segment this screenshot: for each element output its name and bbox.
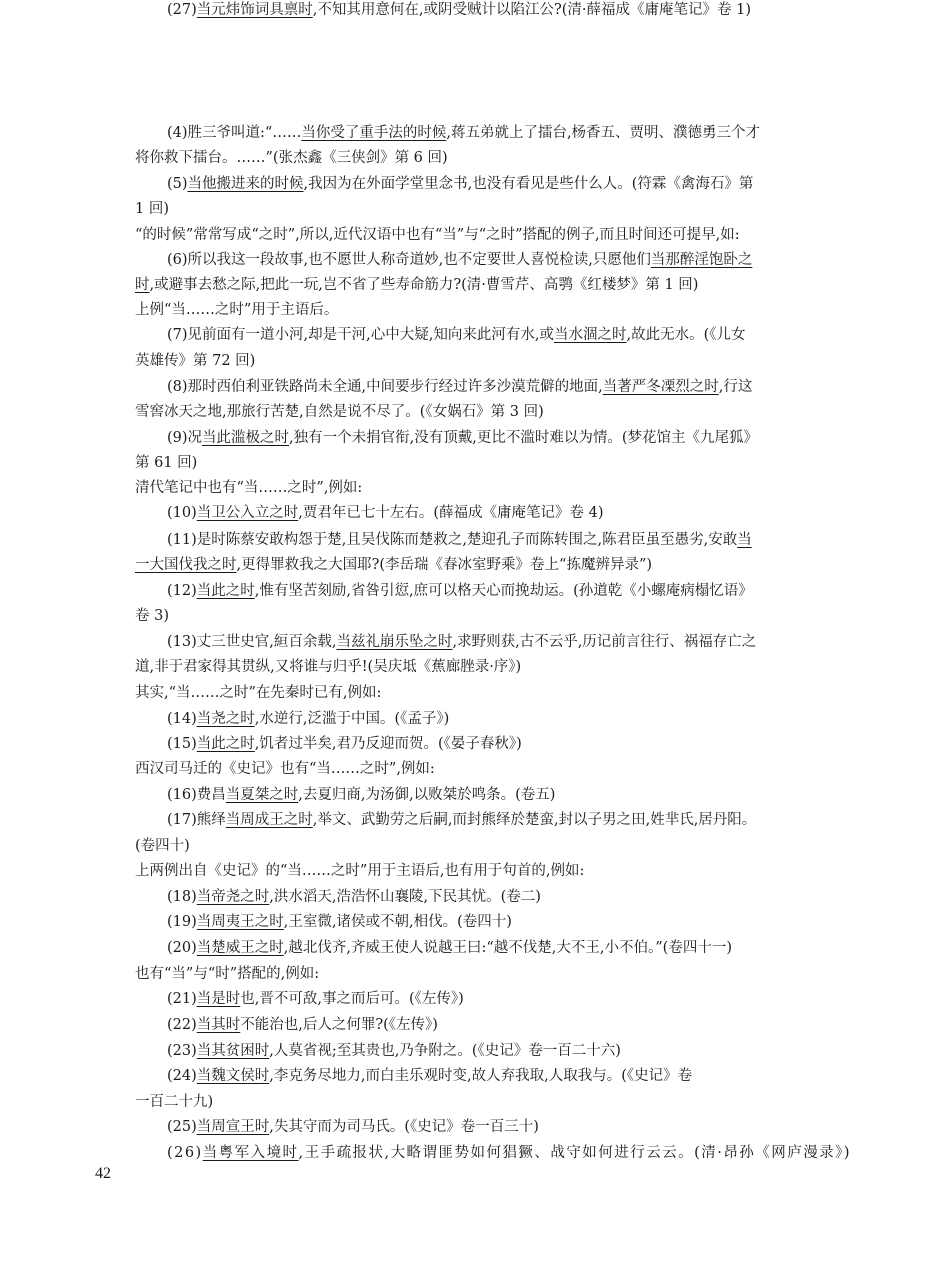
text-segment: ,去夏归商,为汤御,以败桀於鸣条。(卷五): [298, 787, 556, 803]
line-text: [135, 964, 319, 984]
text-segment: ,举文、武勤劳之后嗣,而封熊绎於楚蛮,封以子男之田,姓芈氏,居丹阳。: [312, 812, 757, 828]
line-text: [135, 657, 521, 677]
text-line-ex13-l2: [135, 657, 521, 677]
text-line-para-3: [135, 478, 362, 498]
text-line-ex7-l2: [135, 351, 255, 371]
text-segment: ,王手疏报状,大略谓匪势如何猖獗、战守如何进行云云。(清·昂孙《网庐漫录》): [298, 1145, 852, 1161]
underlined-phrase: 当: [737, 532, 752, 548]
text-segment: (17)熊绎: [167, 812, 226, 828]
text-line-ex27: [135, 0, 751, 20]
line-text: [135, 683, 381, 703]
text-line-para-5: [135, 759, 435, 779]
line-text: [135, 453, 197, 473]
line-text: [135, 250, 752, 270]
line-text: [135, 989, 464, 1009]
text-segment: (4)胜三爷叫道:“……: [167, 125, 302, 141]
line-text: [135, 1092, 213, 1112]
text-segment: 一百二十九): [135, 1094, 214, 1110]
text-segment: 上例“当……之时”用于主语后。: [135, 302, 339, 318]
text-segment: (18): [167, 889, 197, 905]
text-line-ex5-l1: [135, 174, 753, 194]
line-text: [135, 785, 555, 805]
line-text: [135, 225, 740, 245]
text-line-para-1: [135, 225, 740, 245]
text-segment: 卷 3): [135, 608, 169, 624]
text-line-ex15: [135, 734, 522, 754]
underlined-phrase: 当那醉淫饱卧之: [650, 252, 753, 268]
underlined-phrase: 当魏文侯时: [196, 1068, 270, 1084]
line-text: [135, 503, 604, 523]
text-segment: (5): [167, 176, 188, 192]
underlined-phrase: 当夏桀之时: [225, 787, 299, 803]
text-line-ex18: [135, 887, 541, 907]
underlined-phrase: 当他搬进来的时候: [187, 176, 304, 192]
line-text: [135, 428, 758, 448]
text-segment: 不能治也,后人之何罪?(《左传》): [240, 1017, 438, 1033]
text-line-ex24-l2: [135, 1092, 213, 1112]
text-segment: (8)那时西伯利亚铁路尚未全通,中间要步行经过许多沙漠荒僻的地面,: [167, 379, 603, 395]
text-line-ex7-l1: [135, 325, 746, 345]
underlined-phrase: 当此之时: [196, 583, 255, 599]
line-text: [135, 861, 584, 881]
underlined-phrase: 当周成王之时: [225, 812, 313, 828]
text-segment: (卷四十): [135, 838, 190, 854]
underlined-phrase: 当是时: [196, 991, 241, 1007]
text-segment: (21): [167, 991, 197, 1007]
underlined-phrase: 当元炜饰词具禀时: [196, 2, 313, 18]
text-line-ex11-l1: [135, 530, 752, 550]
line-text: [135, 555, 652, 575]
text-segment: (25): [167, 1119, 197, 1135]
text-segment: ,水逆行,泛滥于中国。(《孟子》): [254, 711, 450, 727]
text-line-ex23: [135, 1041, 621, 1061]
text-line-ex9-l1: [135, 428, 758, 448]
text-segment: ,人莫省视;至其贵也,乃争附之。(《史记》卷一百二十六): [269, 1043, 621, 1059]
text-line-ex22: [135, 1015, 438, 1035]
line-text: [135, 1015, 438, 1035]
underlined-phrase: 当著严冬凓烈之时: [602, 379, 719, 395]
text-line-ex16: [135, 785, 555, 805]
text-segment: 上两例出自《史记》的“当……之时”用于主语后,也有用于句首的,例如:: [135, 863, 585, 879]
text-segment: 雪窖冰天之地,那旅行苦楚,自然是说不尽了。(《女娲石》第 3 回): [135, 404, 544, 420]
line-text: [135, 402, 544, 422]
text-segment: ,蒋五弟就上了擂台,杨香五、贾明、濮德勇三个才: [446, 125, 761, 141]
underlined-phrase: 当此滥极之时: [202, 430, 290, 446]
line-text: [135, 1041, 621, 1061]
line-text: [135, 836, 190, 856]
underlined-phrase: 当其贫困时: [196, 1043, 270, 1059]
text-segment: 1 回): [135, 201, 169, 217]
text-segment: (9)况: [167, 430, 203, 446]
text-line-ex10: [135, 503, 604, 523]
text-line-ex13-l1: [135, 632, 756, 652]
text-segment: 将你救下擂台。……”(张杰鑫《三侠剑》第 6 回): [135, 150, 448, 166]
text-segment: (26): [167, 1145, 203, 1161]
text-segment: (16)费昌: [167, 787, 226, 803]
text-segment: 第 61 回): [135, 455, 198, 471]
underlined-phrase: 当帝尧之时: [196, 889, 270, 905]
underlined-phrase: 当粤军入境时: [202, 1145, 299, 1161]
line-text: [135, 148, 448, 168]
text-segment: ,我因为在外面学堂里念书,也没有看见是些什么人。(符霖《禽海石》第: [303, 176, 754, 192]
text-line-ex17-l2: [135, 836, 190, 856]
line-text: [135, 123, 760, 143]
line-text: [135, 199, 169, 219]
text-line-ex14: [135, 709, 449, 729]
text-line-para-4: [135, 683, 381, 703]
text-segment: (12): [167, 583, 197, 599]
text-segment: (15): [167, 736, 197, 752]
text-segment: (23): [167, 1043, 197, 1059]
text-segment: ,更得罪救我之大国耶?(李岳瑞《春冰室野乘》卷上“拣魔辨异录”): [236, 557, 653, 573]
text-segment: (14): [167, 711, 197, 727]
line-text: [135, 606, 169, 626]
text-segment: (20): [167, 940, 197, 956]
line-text: [135, 709, 449, 729]
text-line-ex12-l1: [135, 581, 753, 601]
text-line-ex4-l2: [135, 148, 448, 168]
line-text: [135, 275, 698, 295]
underlined-phrase: 当周夷王之时: [196, 914, 284, 930]
underlined-phrase: 当其时: [196, 1017, 241, 1033]
line-text: [135, 377, 752, 397]
text-segment: ,贾君年已七十左右。(薛福成《庸庵笔记》卷 4): [298, 505, 604, 521]
text-segment: ,王室微,诸侯或不朝,相伐。(卷四十): [283, 914, 512, 930]
text-line-ex19: [135, 912, 512, 932]
line-text: [135, 734, 522, 754]
line-text: [135, 1066, 692, 1086]
text-segment: ,失其守而为司马氏。(《史记》卷一百三十): [269, 1119, 539, 1135]
text-segment: (11)是时陈蔡安敢构怨于楚,且吴伐陈而楚救之,楚迎孔子而陈转围之,陈君臣虽至愚劣,安敢: [167, 532, 738, 548]
line-text: [135, 530, 752, 550]
text-segment: ,越北伐齐,齐威王使人说越王曰:“越不伐楚,大不王,小不伯。”(卷四十一): [283, 940, 732, 956]
text-segment: “的时候”常常写成“之时”,所以,近代汉语中也有“当”与“之时”搭配的例子,而且时间还可提早,如:: [135, 227, 740, 243]
text-line-ex12-l2: [135, 606, 169, 626]
text-segment: (27): [167, 2, 197, 18]
line-text: [135, 581, 753, 601]
text-segment: ,李克务尽地力,而白圭乐观时变,故人弃我取,人取我与。(《史记》卷: [269, 1068, 693, 1084]
text-line-ex21: [135, 989, 464, 1009]
underlined-phrase: 当尧之时: [196, 711, 255, 727]
line-text: [135, 912, 512, 932]
text-segment: ,行这: [718, 379, 753, 395]
line-text: [135, 300, 338, 320]
line-text: [135, 478, 362, 498]
text-line-para-2: [135, 300, 338, 320]
text-line-ex6-l1: [135, 250, 752, 270]
line-text: [135, 325, 746, 345]
text-line-para-7: [135, 964, 319, 984]
text-line-ex5-l2: [135, 199, 169, 219]
underlined-phrase: 当周宣王时: [196, 1119, 270, 1135]
text-segment: ,惟有坚苦刻励,省咎引愆,庶可以格天心而挽劫运。(孙道乾《小螺庵病榻忆语》: [254, 583, 753, 599]
text-segment: (6)所以我这一段故事,也不愿世人称奇道妙,也不定要世人喜悦检读,只愿他们: [167, 252, 651, 268]
text-line-ex24-l1: [135, 1066, 692, 1086]
text-segment: (7)见前面有一道小河,却是干河,心中大疑,知向来此河有水,或: [167, 327, 554, 343]
text-line-ex8-l2: [135, 402, 544, 422]
text-segment: 也,晋不可敌,事之而后可。(《左传》): [240, 991, 464, 1007]
text-segment: 清代笔记中也有“当……之时”,例如:: [135, 480, 363, 496]
line-text: [135, 887, 541, 907]
page-number: 42: [95, 1165, 111, 1182]
line-text: [135, 1143, 851, 1163]
underlined-phrase: 当楚威王之时: [196, 940, 284, 956]
text-segment: (19): [167, 914, 197, 930]
underlined-phrase: 当兹礼崩乐坠之时: [336, 634, 453, 650]
text-segment: ,求野则获,古不云乎,历记前言往行、祸福存亡之: [452, 634, 757, 650]
text-line-ex4-l1: [135, 123, 760, 143]
underlined-phrase: 当卫公入立之时: [196, 505, 299, 521]
text-line-para-6: [135, 861, 584, 881]
text-line-ex25: [135, 1117, 539, 1137]
underlined-phrase: 当此之时: [196, 736, 255, 752]
line-text: [135, 938, 732, 958]
line-text: [135, 174, 753, 194]
text-segment: 英雄传》第 72 回): [135, 353, 256, 369]
underlined-phrase: 当你受了重手法的时候: [301, 125, 447, 141]
text-segment: 西汉司马迁的《史记》也有“当……之时”,例如:: [135, 761, 435, 777]
text-line-ex6-l2: [135, 275, 698, 295]
underlined-phrase: 当水涸之时: [553, 327, 627, 343]
text-segment: ,或避事去愁之际,把此一玩,岂不省了些寿命筋力?(清·曹雪芹、高鹗《红楼梦》第 1 回): [149, 277, 699, 293]
text-segment: 其实,“当……之时”在先秦时已有,例如:: [135, 685, 382, 701]
text-line-ex11-l2: [135, 555, 652, 575]
text-segment: (24): [167, 1068, 197, 1084]
line-text: [135, 351, 255, 371]
text-segment: 也有“当”与“时”搭配的,例如:: [135, 966, 320, 982]
line-text: [135, 810, 756, 830]
text-line-ex26: [135, 1143, 851, 1163]
underlined-phrase: 一大国伐我之时: [135, 557, 237, 573]
text-line-ex9-l2: [135, 453, 197, 473]
text-segment: (13)丈三世史官,絙百余载,: [167, 634, 337, 650]
text-segment: (22): [167, 1017, 197, 1033]
text-line-ex17-l1: [135, 810, 756, 830]
line-text: [135, 759, 435, 779]
underlined-phrase: 时: [135, 277, 150, 293]
line-text: [135, 632, 756, 652]
text-segment: ,故此无水。(《儿女: [626, 327, 746, 343]
line-text: [135, 1117, 539, 1137]
text-line-ex8-l1: [135, 377, 752, 397]
line-text: [135, 0, 751, 20]
text-segment: ,饥者过半矣,君乃反迎而贺。(《晏子春秋》): [254, 736, 522, 752]
text-line-ex20: [135, 938, 732, 958]
text-segment: (10): [167, 505, 197, 521]
text-segment: ,洪水滔天,浩浩怀山襄陵,下民其忧。(卷二): [269, 889, 541, 905]
text-segment: ,不知其用意何在,或阴受贼计以陷江公?(清·薛福成《庸庵笔记》卷 1): [312, 2, 752, 18]
text-segment: ,独有一个未捐官衔,没有顶戴,更比不滥时难以为情。(梦花馆主《九尾狐》: [289, 430, 759, 446]
text-segment: 道,非于君家得其贯纵,又将谁与归乎!(吴庆坻《蕉廊脞录·序》): [135, 659, 522, 675]
